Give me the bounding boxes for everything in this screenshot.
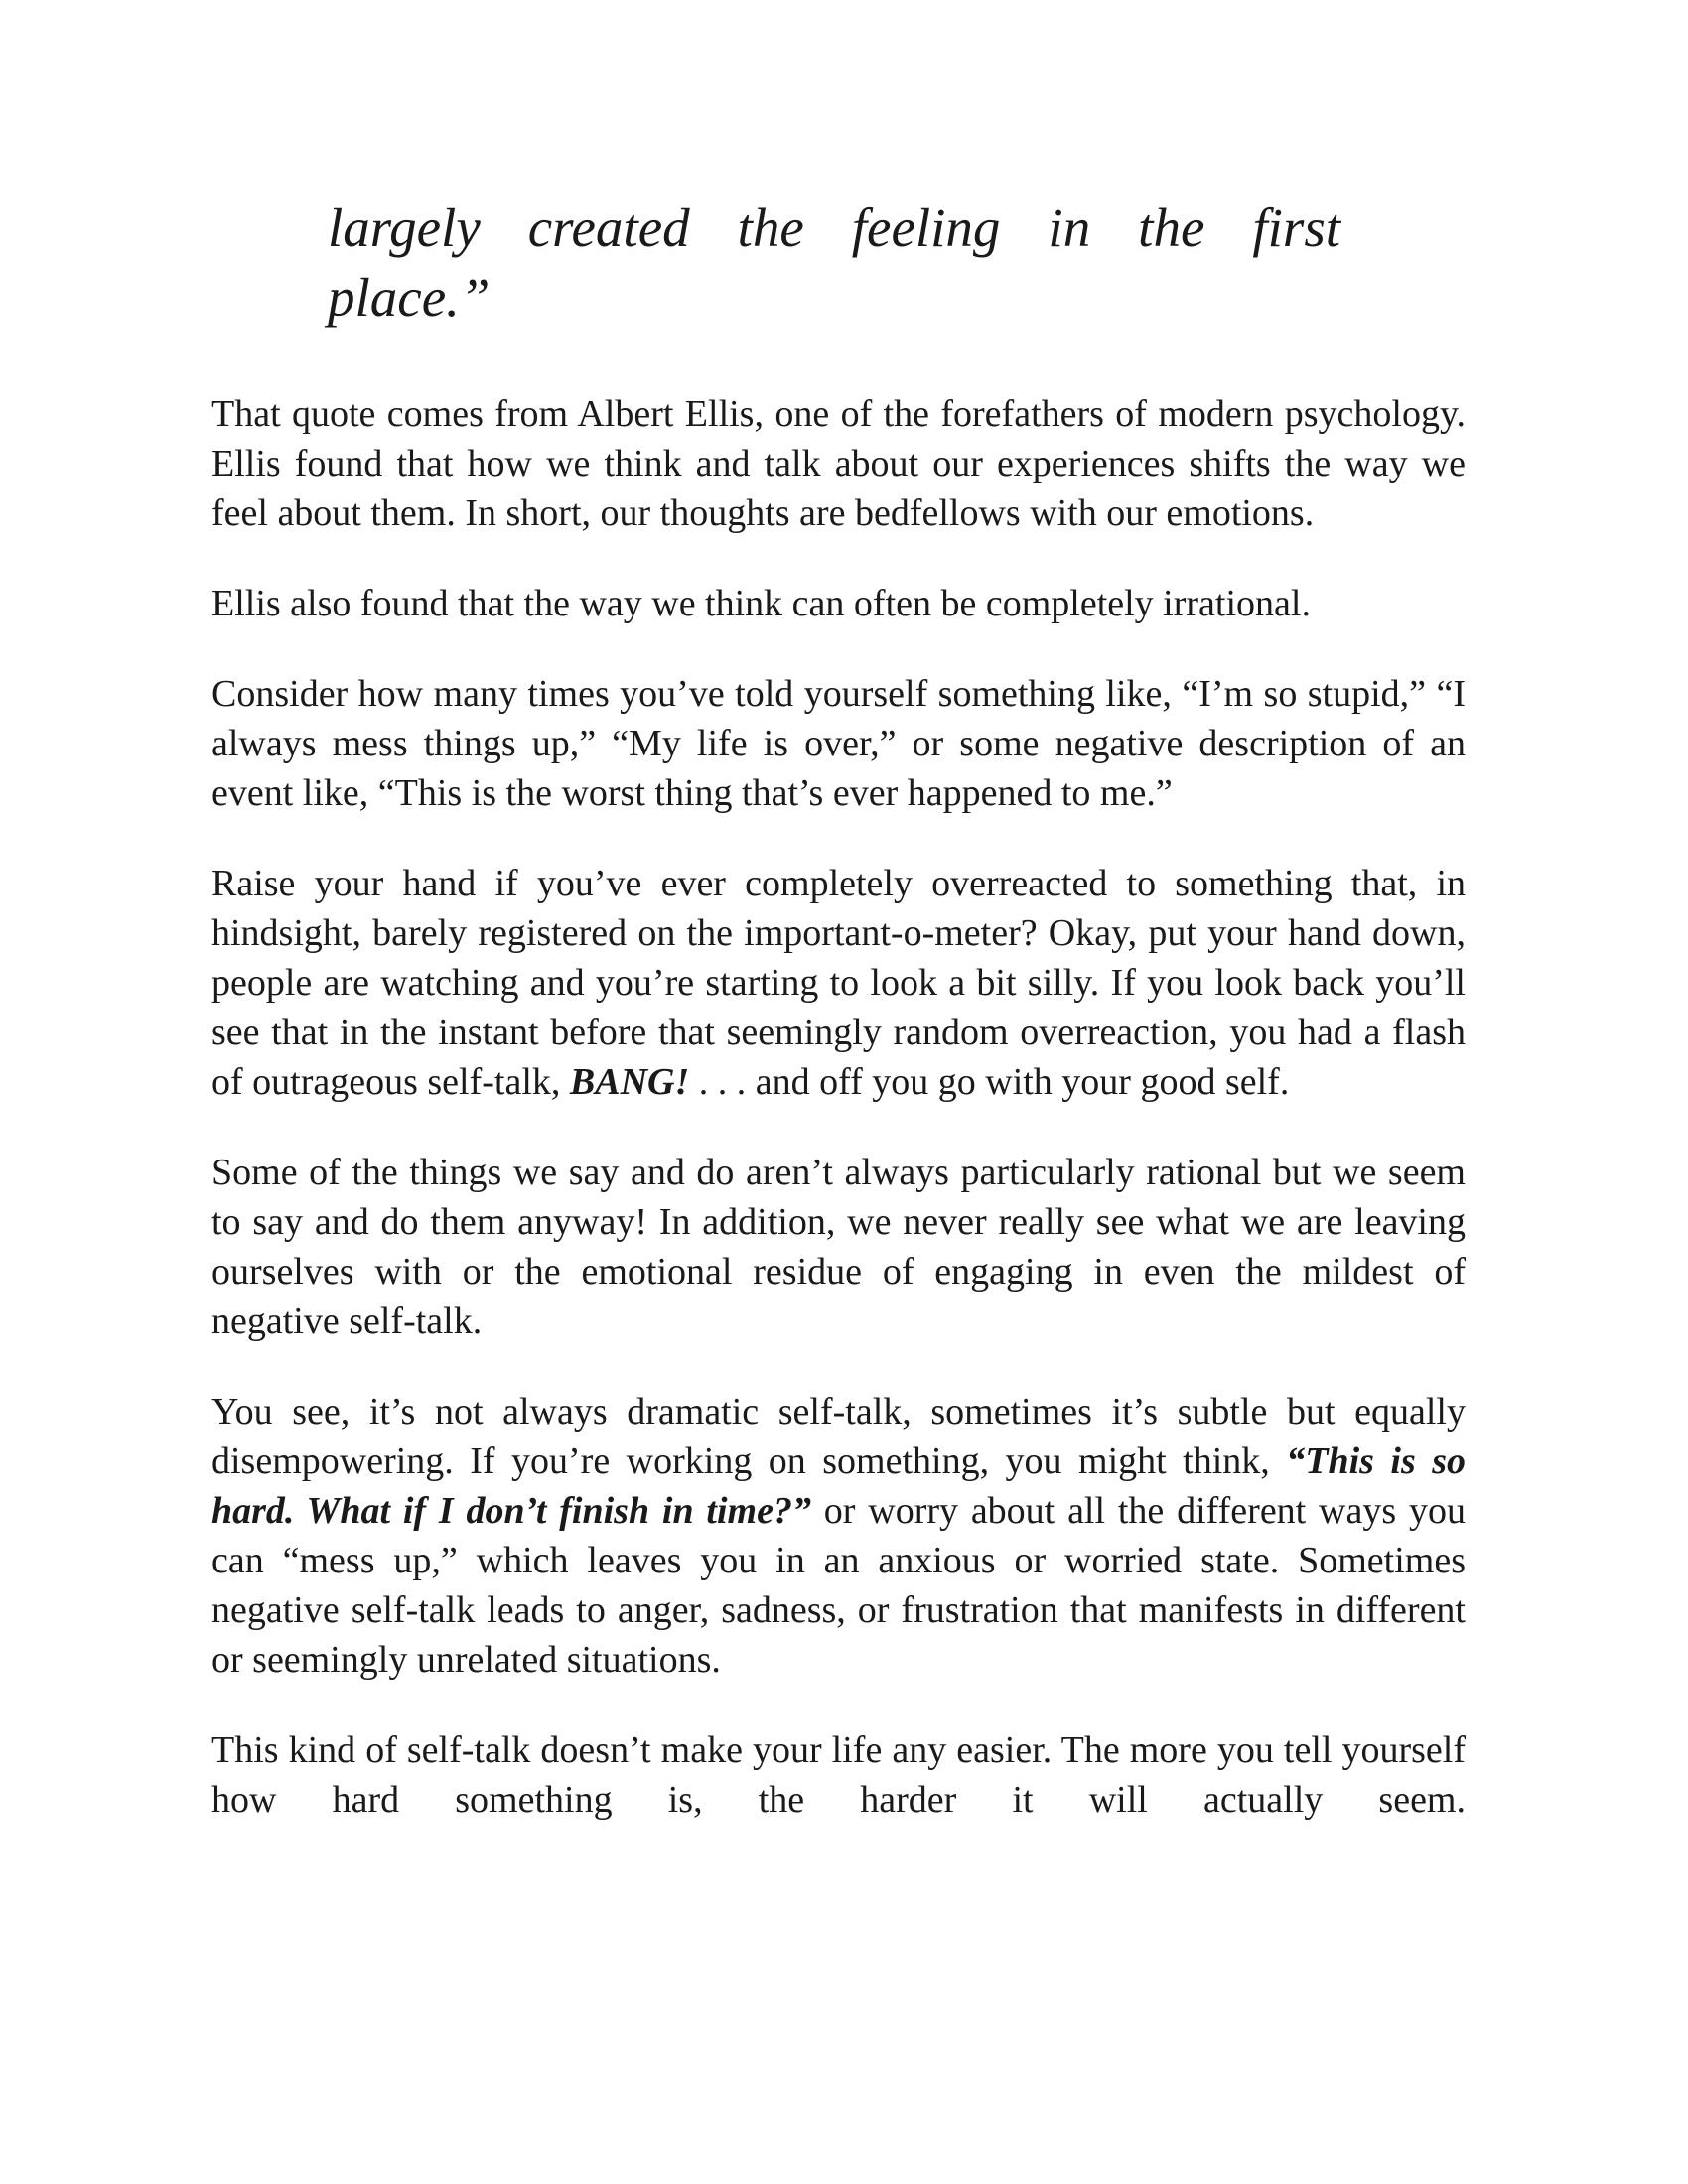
emphasis-text: “This is so hard. What if I don’t finish in time?” [211, 1440, 1467, 1532]
quote-line: place.” [328, 267, 491, 328]
paragraph: This kind of self-talk doesn’t make your life any easier. The more you tell yourself how hard something is, the harder it will actually seem. [211, 1729, 1466, 1821]
paragraph-text: or worry about all the different ways you can “mess up,” which leaves you in an anxious or worried state. Sometimes negative self-talk leads to anger, sadness, or frustration that manifests in different or seemingly unrelated situations. [211, 1490, 1466, 1681]
paragraph [211, 1387, 1466, 1685]
paragraph: Some of the things we say and do aren’t always particularly rational but we seem to say and do them anyway! In addition, we never really see what we are leaving ourselves with or the emotional residue of engaging in even the mildest of negative self-talk. [211, 1152, 1466, 1342]
paragraph-text: You see, it’s not always dramatic self-talk, sometimes it’s subtle but equally disempowering. If you’re working on something, you might think, [211, 1391, 1466, 1482]
emphasis-text: BANG! [569, 1061, 690, 1103]
block-quote [328, 194, 1340, 333]
paragraph-text: . . . and off you go with your good self. [689, 1061, 1290, 1103]
paragraph: Ellis also found that the way we think can often be completely irrational. [211, 583, 1311, 624]
paragraph: Consider how many times you’ve told yourself something like, “I’m so stupid,” “I always mess things up,” “My life is over,” or some negative description of an event like, “This is the worst thing that’s ever happened to me.” [211, 673, 1466, 814]
quote-line: largely created the feeling in the first [328, 198, 1340, 258]
paragraph: That quote comes from Albert Ellis, one of the forefathers of modern psychology. Ellis found that how we think and talk about our experiences shifts the way we feel about them. In short, our thoughts are bedfellows with our emotions. [211, 393, 1466, 534]
paragraph-text: Raise your hand if you’ve ever completely overreacted to something that, in hindsight, barely registered on the important-o-meter? Okay, put your hand down, people are watching and you’re starting to look a bit silly. If you look back you’ll see that in the instant before that seemingly random overreaction, you had a flash of outrageous self-talk, [211, 863, 1466, 1103]
body-text [211, 389, 1466, 1825]
paragraph [211, 859, 1466, 1107]
